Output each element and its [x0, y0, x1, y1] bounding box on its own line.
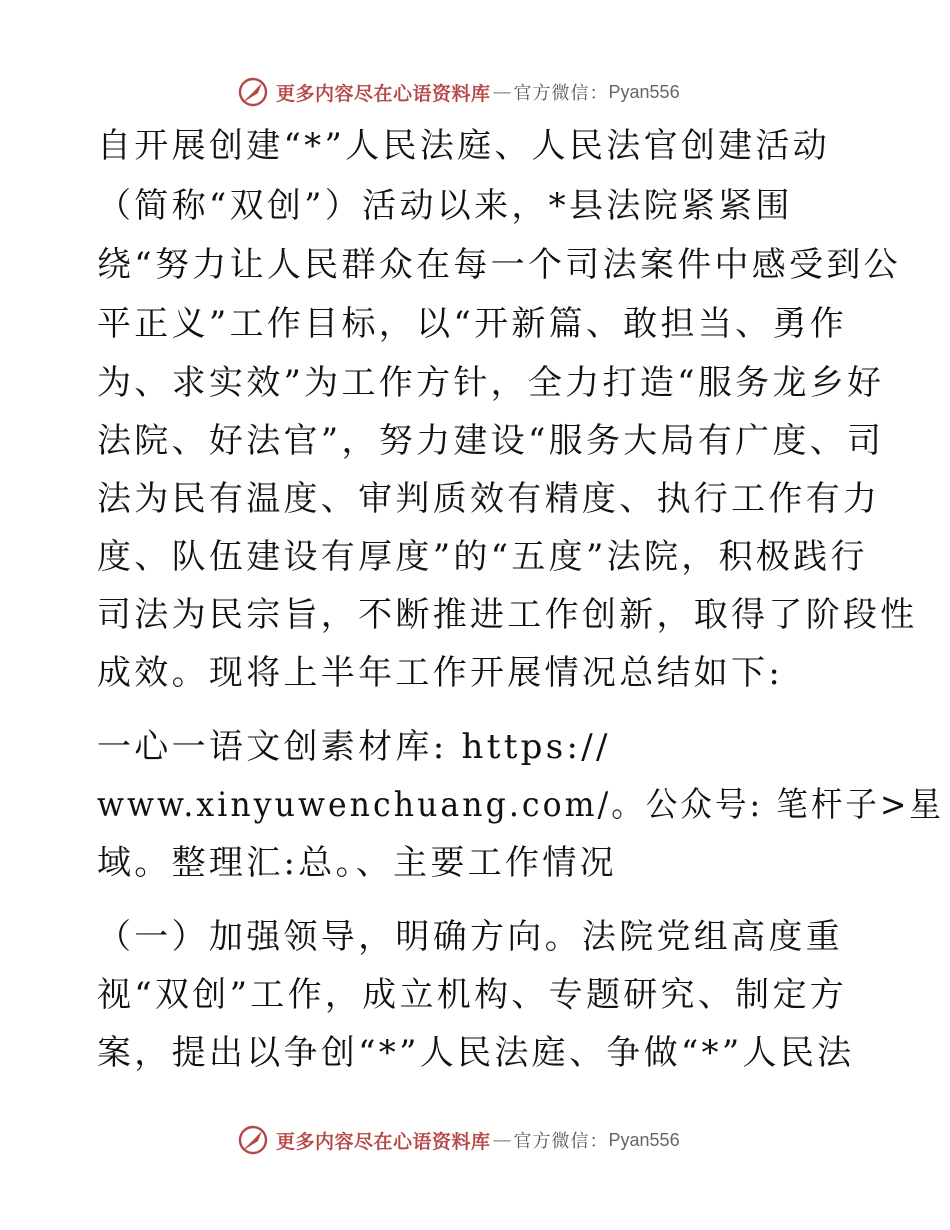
text-line: 一心一语文创素材库: https:// — [97, 727, 611, 767]
text-line: 绕“努力让人民群众在每一个司法案件中感受到公 — [97, 245, 901, 285]
text-line: 案，提出以争创“*”人民法庭、争做“*”人民法 — [97, 1033, 855, 1073]
text-line: 视“双创”工作，成立机构、专题研究、制定方 — [97, 975, 848, 1015]
watermark-official-label: 官方微信： — [513, 83, 609, 104]
text-line: 域。整理汇:总。、主要工作情况 — [97, 843, 617, 883]
text-line: 成效。现将上半年工作开展情况总结如下: — [97, 653, 784, 693]
watermark-site-text: 更多内容尽在心语资料库 — [276, 82, 491, 105]
header-watermark — [236, 72, 680, 112]
footer-watermark — [236, 1120, 680, 1160]
text-line: （一）加强领导，明确方向。法院党组高度重 — [97, 917, 843, 957]
watermark-wechat-id: Pyan556 — [608, 1129, 680, 1150]
text-line: （简称“双创”）活动以来，*县法院紧紧围 — [97, 186, 793, 226]
quill-logo-icon — [236, 1123, 270, 1157]
text-line: www.xinyuwenchuang.com/。公众号: 笔杆子>星 — [97, 785, 944, 825]
quill-logo-icon — [236, 75, 270, 109]
watermark-site-text: 更多内容尽在心语资料库 — [276, 1130, 491, 1153]
text-line: 为、求实效”为工作方针，全力打造“服务龙乡好 — [97, 363, 885, 403]
watermark-official-label: 官方微信： — [513, 1131, 609, 1152]
text-line: 自开展创建“*”人民法庭、人民法官创建活动 — [97, 126, 831, 166]
text-line: 司法为民宗旨，不断推进工作创新，取得了阶段性 — [97, 595, 918, 635]
text-line: 度、队伍建设有厚度”的“五度”法院，积极践行 — [97, 537, 868, 577]
watermark-dash: — — [492, 81, 512, 103]
text-line: 法院、好法官”，努力建设“服务大局有广度、司 — [97, 421, 885, 461]
watermark-wechat-id: Pyan556 — [608, 81, 680, 102]
watermark-dash: — — [492, 1129, 512, 1151]
text-line: 法为民有温度、审判质效有精度、执行工作有力 — [97, 479, 881, 519]
text-line: 平正义”工作目标，以“开新篇、敢担当、勇作 — [97, 304, 848, 344]
